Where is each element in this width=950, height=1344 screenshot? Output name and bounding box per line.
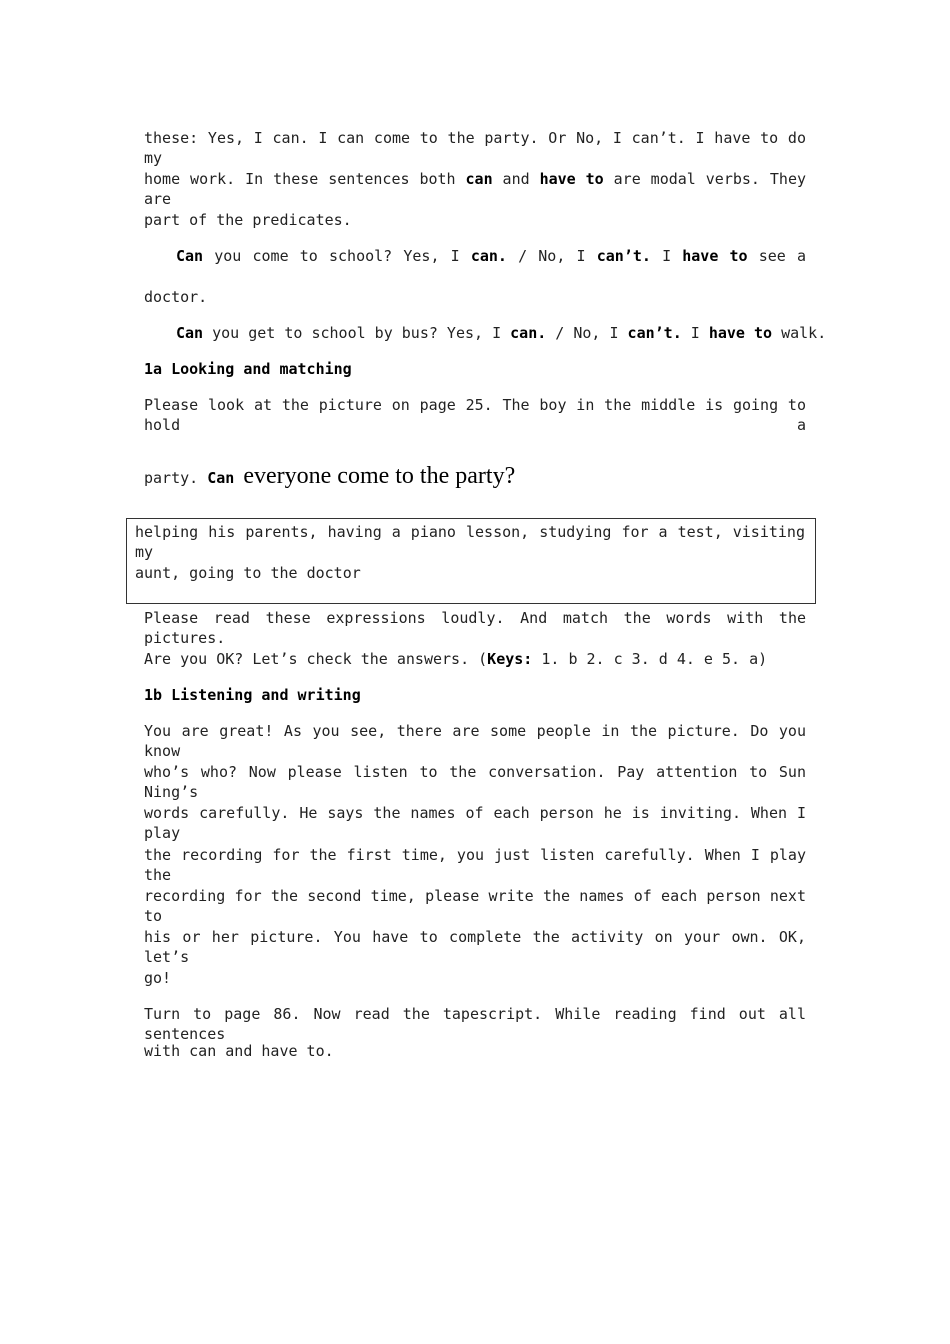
- section-1a-heading: 1a Looking and matching: [144, 360, 352, 378]
- section-1a-line2: party. Can everyone come to the party?: [144, 463, 516, 489]
- example1-line2: doctor.: [144, 288, 208, 306]
- tapescript-line2: with can and have to.: [144, 1042, 334, 1060]
- example1-line1: Can you come to school? Yes, I can. / No, I can’t. I have to see a: [176, 247, 807, 265]
- section-1b-line: You are great! As you see, there are some people in the picture. Do you know: [144, 722, 806, 760]
- expressions-line1: helping his parents, having a piano lesson, studying for a test, visiting my: [135, 523, 805, 561]
- expressions-box: [126, 518, 816, 604]
- tapescript-line1: Turn to page 86. Now read the tapescript. While reading find out all sentences: [144, 1005, 806, 1043]
- section-1b-line: the recording for the first time, you just listen carefully. When I play the: [144, 846, 806, 884]
- section-1b-line: who’s who? Now please listen to the conversation. Pay attention to Sun Ning’s: [144, 763, 806, 801]
- para1-line2: home work. In these sentences both can and have to are modal verbs. They are: [144, 170, 807, 208]
- match-line2: Are you OK? Let’s check the answers. (Keys: 1. b 2. c 3. d 4. e 5. a): [144, 650, 768, 668]
- section-1b-line: recording for the second time, please write the names of each person next to: [144, 887, 806, 925]
- section-1a-line1: Please look at the picture on page 25. The boy in the middle is going to hold a: [144, 396, 806, 434]
- example2-line: Can you get to school by bus? Yes, I can. / No, I can’t. I have to walk.: [176, 324, 827, 342]
- expressions-line2: aunt, going to the doctor: [135, 564, 361, 582]
- para1-line3: part of the predicates.: [144, 211, 352, 229]
- section-1b-heading: 1b Listening and writing: [144, 686, 361, 704]
- section-1b-line: words carefully. He says the names of each person he is inviting. When I play: [144, 804, 806, 842]
- section-1b-line: go!: [144, 969, 172, 987]
- section-1b-line: his or her picture. You have to complete the activity on your own. OK, let’s: [144, 928, 806, 966]
- match-line1: Please read these expressions loudly. And match the words with the pictures.: [144, 609, 806, 647]
- para1-line1: these: Yes, I can. I can come to the party. Or No, I can’t. I have to do my: [144, 129, 806, 167]
